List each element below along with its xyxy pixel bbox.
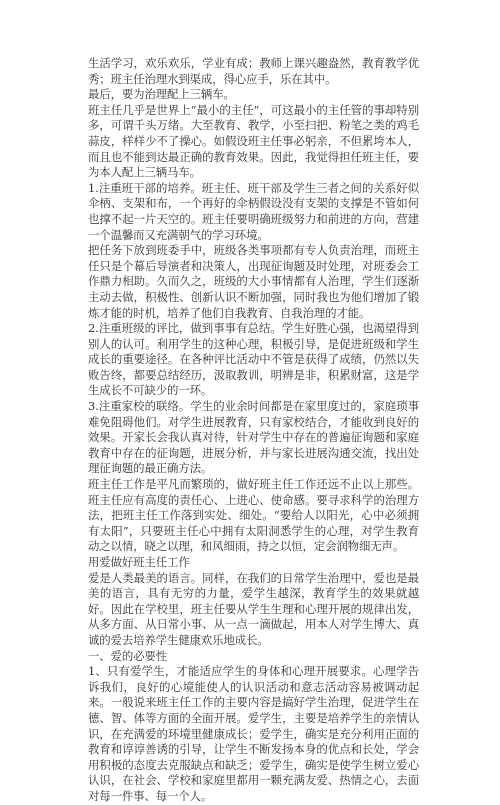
paragraph-7: 3.注重家校的联络。学生的业余时间都是在家里度过的，家庭琐事难免阻碍他们。对学生进展教育，只有家校结合，才能收到良好的效果。开家长会我认真对待，针对学生中存在的普遍征询题和家庭教育中存在的征询题，进展分析，并与家长进展沟通交流，找出处理征询题的最正确方法。: [88, 399, 419, 476]
document-page: [88, 56, 419, 805]
paragraph-5: 把任务下放到班委手中，班级各类事项都有专人负责治理，而班主任只是个幕后导演者和决策人，出现征询题及时处理，对班委会工作鼎力相助。久而久之，班级的大小事情都有人治理，学生们逐渐主动去做，积极性、创新认识不断加强，同时我也为他们增加了锻炼才能的时机，培养了他们自我教育、自我治理的才能。: [88, 243, 419, 320]
paragraph-3: 班主任几乎是世界上“最小的主任”，可这最小的主任管的事却特别多，可谓千头万绪。大至教育、教学，小至扫把、粉笔之类的鸡毛蒜皮，样样少不了操心。如假设班主任事必躬亲，不但累垮本人，而且也不能到达最正确的教育效果。因此，我觉得担任班主任，要为本人配上三辆马车。: [88, 102, 419, 180]
paragraph-2: 最后，要为治理配上三辆车。: [88, 87, 235, 102]
paragraph-1: 生活学习，欢乐欢乐，学业有成；教师上课兴趣盎然，教育教学优秀；班主任治理水到渠成，得心应手，乐在其中。: [88, 56, 419, 86]
paragraph-6: 2.注重班级的评比，做到事事有总结。学生好胜心强，也渴望得到别人的认可。利用学生的这种心理，积极引导，是促进班级和学生成长的重要途径。在各种评比活动中不管是获得了成绩，仍然以失败告终，都要总结经历，汲取教训，明辨是非，积累财富，这是学生成长不可缺少的一环。: [88, 321, 419, 398]
paragraph-9: 爱是人类最美的语言。同样，在我们的日常学生治理中，爱也是最美的语言，具有无穷的力量，爱学生越深，教育学生的效果就越好。因此在学校里，班主任要从学生生理和心理开展的规律出发，从多方面、从日常小事、从一点一滴做起，用本人对学生博大、真诚的爱去培养学生健康欢乐地成长。: [88, 570, 419, 647]
paragraph-4: 1.注重班干部的培养。班主任、班干部及学生三者之间的关系好似伞柄、支架和布，一个再好的伞柄假设没有支架的支撑是不管如何也撑不起一片天空的。班主任要明确班级努力和前进的方向，营建一个温馨而又充满朝气的学习环境。: [88, 180, 419, 242]
subsection-heading: 一、爱的必要性: [88, 648, 168, 663]
paragraph-10: 1、只有爱学生，才能适应学生的身体和心理开展要求。心理学告诉我们，良好的心境能使人的认识活动和意志活动容易被调动起来。一般说来班主任工作的主要内容是搞好学生治理，促进学生在德、智、体等方面的全面开展。爱学生，主要是培养学生的亲情认识，在充满爱的环境里健康成长；爱学生，确实是充分利用正面的教育和谆谆善诱的引导，让学生不断发扬本身的优点和长处，学会用积极的态度去克服缺点和缺乏；爱学生，确实是使学生树立爱心认识，在社会、学校和家庭里都用一颗充满友爱、热情之心，去面对每一件事、每一个人。: [88, 664, 419, 803]
section-heading: 用爱做好班主任工作: [88, 555, 190, 569]
paragraph-8: 班主任工作是平凡而繁琐的，做好班主任工作还远不止以上那些。班主任应有高度的责任心、上进心、使命感。要寻求科学的治理方法，把班主任工作落到实处、细处。“要给人以阳光，心中必须拥有太阳”，只要班主任心中拥有太阳洞悉学生的心理，对学生教育动之以情，晓之以理，和风细雨，持之以恒，定会润物细无声。: [88, 477, 419, 554]
